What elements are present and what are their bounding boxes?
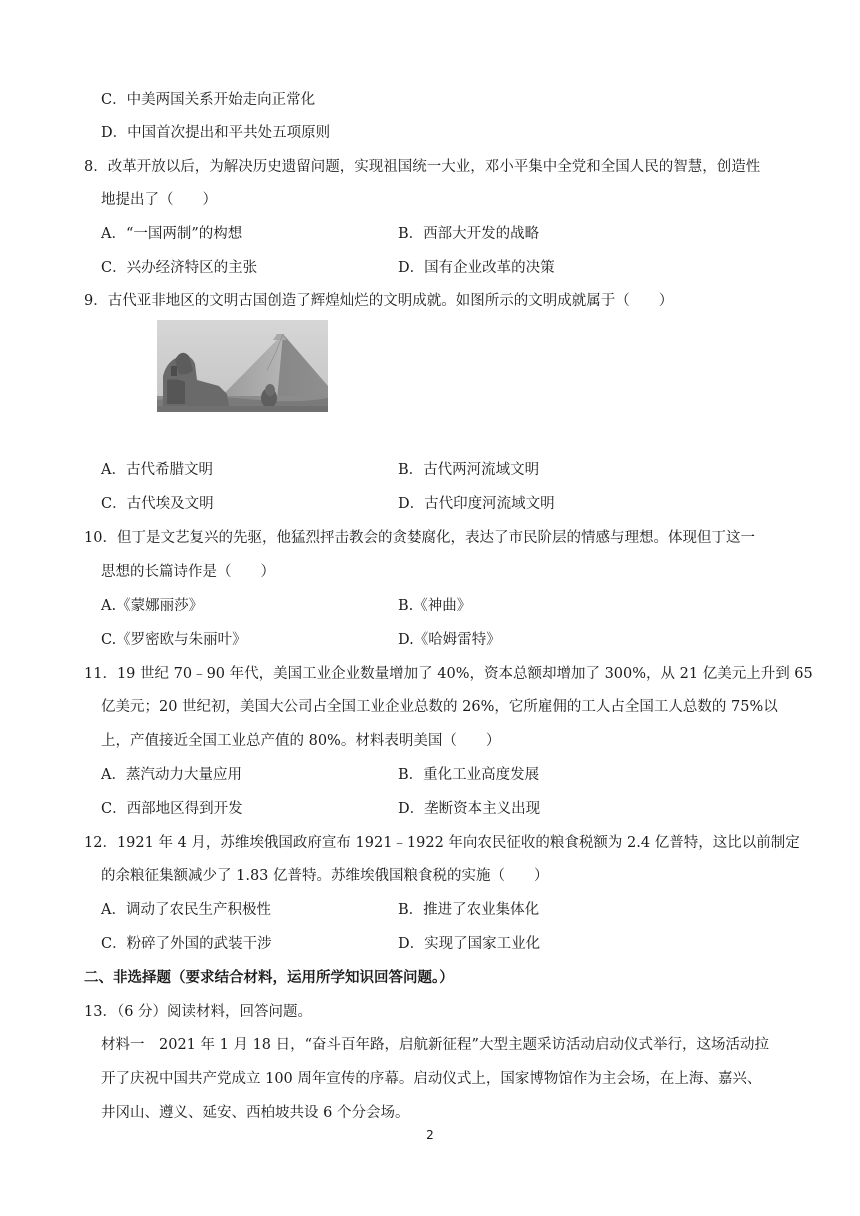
q9-option-a: A．古代希腊文明 <box>101 462 213 478</box>
sphinx-pyramid-image <box>157 320 328 412</box>
q13-stem: 13．（6 分）阅读材料，回答问题。 <box>84 1004 313 1020</box>
q10-stem-line1: 10．但丁是文艺复兴的先驱，他猛烈抨击教会的贪婪腐化，表达了市民阶层的情感与理想。体现但丁这一 <box>84 530 755 546</box>
q8-stem-line2: 地提出了（ ） <box>101 192 217 208</box>
q7-option-d: D．中国首次提出和平共处五项原则 <box>101 125 331 141</box>
q11-option-a: A．蒸汽动力大量应用 <box>101 767 242 783</box>
q9-option-d: D．古代印度河流域文明 <box>398 496 555 512</box>
page-number: 2 <box>426 1128 434 1142</box>
q10-option-a: A.《蒙娜丽莎》 <box>101 598 204 614</box>
q12-option-a: A．调动了农民生产积极性 <box>101 902 271 918</box>
q11-option-d: D．垄断资本主义出现 <box>398 801 541 817</box>
q11-option-b: B．重化工业高度发展 <box>398 767 540 783</box>
q12-option-d: D．实现了国家工业化 <box>398 936 541 952</box>
q10-option-b: B.《神曲》 <box>398 598 472 614</box>
q11-stem-line3: 上，产值接近全国工业总产值的 80%。材料表明美国（ ） <box>101 733 501 749</box>
q10-option-c: C.《罗密欧与朱丽叶》 <box>101 632 247 648</box>
q8-option-d: D．国有企业改革的决策 <box>398 260 555 276</box>
section-heading: 二、非选择题（要求结合材料，运用所学知识回答问题。） <box>84 969 454 986</box>
q11-option-c: C．西部地区得到开发 <box>101 801 243 817</box>
q13-material-line2: 开了庆祝中国共产党成立 100 周年宣传的序幕。启动仪式上，国家博物馆作为主会场，在上海、嘉兴、 <box>101 1071 762 1087</box>
q11-stem-line2: 亿美元；20 世纪初，美国大公司占全国工业企业总数的 26%，它所雇佣的工人占全国工人总数的 75%以 <box>101 699 778 715</box>
q10-stem-line2: 思想的长篇诗作是（ ） <box>101 564 275 580</box>
q13-material-line3: 井冈山、遵义、延安、西柏坡共设 6 个分会场。 <box>101 1105 410 1121</box>
q10-option-d: D.《哈姆雷特》 <box>398 632 501 648</box>
q12-option-c: C．粉碎了外国的武装干涉 <box>101 936 272 952</box>
q11-stem-line1: 11．19 世纪 70﹣90 年代，美国工业企业数量增加了 40%，资本总额却增加了 300%，从 21 亿美元上升到 65 <box>84 666 813 682</box>
q8-stem-line1: 8．改革开放以后，为解决历史遗留问题，实现祖国统一大业，邓小平集中全党和全国人民的智慧，创造性 <box>84 159 761 175</box>
q13-material-line1: 材料一 2021 年 1 月 18 日，“奋斗百年路，启航新征程”大型主题采访活动启动仪式举行，这场活动拉 <box>101 1037 769 1053</box>
q8-option-b: B．西部大开发的战略 <box>398 226 540 242</box>
q9-option-b: B．古代两河流域文明 <box>398 462 540 478</box>
q12-option-b: B．推进了农业集体化 <box>398 902 540 918</box>
q7-option-c: C．中美两国关系开始走向正常化 <box>101 92 316 108</box>
q8-option-a: A．“一国两制”的构想 <box>101 226 243 242</box>
q9-stem: 9．古代亚非地区的文明古国创造了辉煌灿烂的文明成就。如图所示的文明成就属于（ ） <box>84 293 674 309</box>
q9-option-c: C．古代埃及文明 <box>101 496 214 512</box>
q8-option-c: C．兴办经济特区的主张 <box>101 260 258 276</box>
q12-stem-line2: 的余粮征集额减少了 1.83 亿普特。苏维埃俄国粮食税的实施（ ） <box>101 868 549 884</box>
q12-stem-line1: 12．1921 年 4 月，苏维埃俄国政府宣布 1921﹣1922 年向农民征收的粮食税额为 2.4 亿普特，这比以前制定 <box>84 835 800 851</box>
